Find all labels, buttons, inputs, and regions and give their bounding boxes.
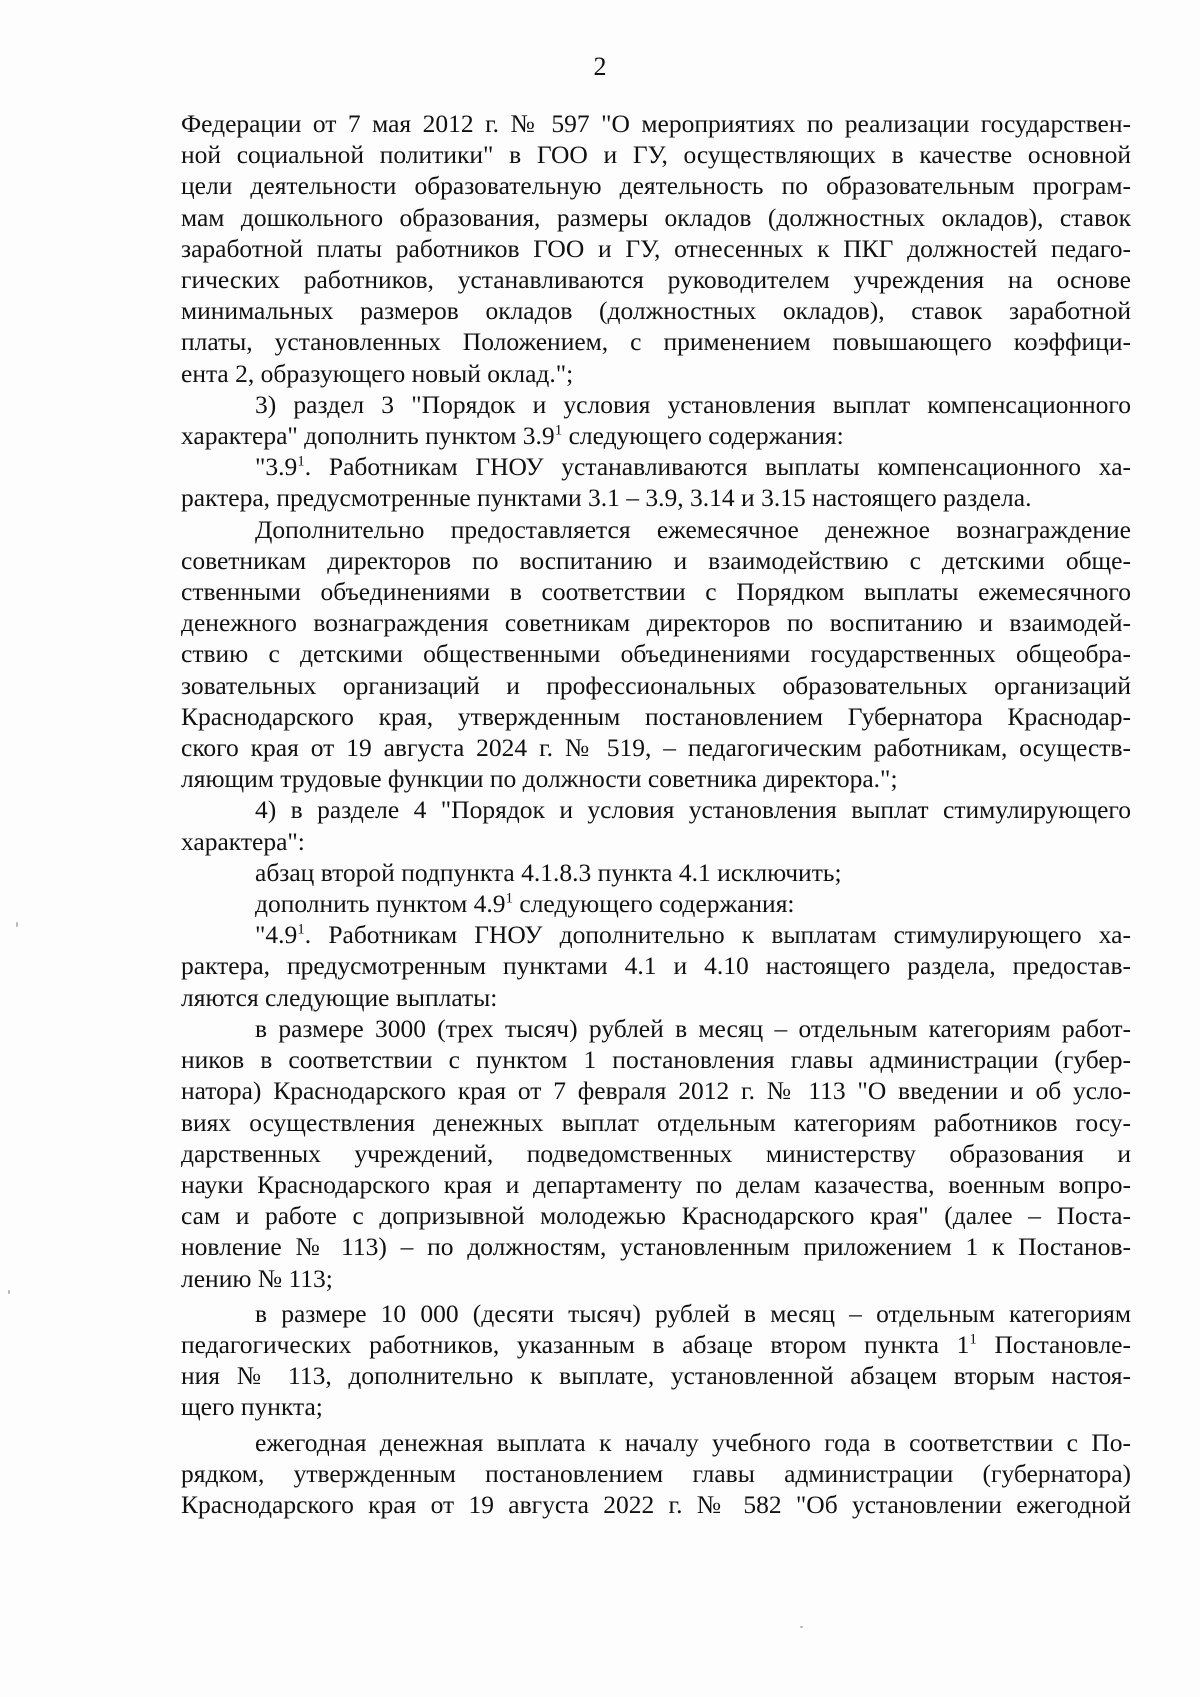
text-line: ского края от 19 августа 2024 г. № 519, – педагогическим работникам, осуществ- xyxy=(181,733,1131,763)
paragraph-advisors-reward xyxy=(181,514,1131,795)
text-fragment: "4.9 xyxy=(255,920,298,950)
superscript: 1 xyxy=(297,453,305,470)
text-line: советникам директоров по воспитанию и взаимодействию с детскими обще- xyxy=(181,545,1131,575)
text-fragment: педагогических работников, указанным в абзаце втором пункта 1 xyxy=(181,1329,970,1359)
text-line: зовательных организаций и профессиональных образовательных организаций xyxy=(181,670,1131,700)
paragraph-payment-3000 xyxy=(181,1013,1131,1294)
text-line: цели деятельности образовательную деятельность по образовательным програм- xyxy=(181,171,1131,201)
text-fragment: . Работникам ГНОУ устанавливаются выплаты компенсационного ха- xyxy=(304,452,1131,482)
text-line: Краснодарского края, утвержденным постановлением Губернатора Краснодар- xyxy=(181,701,1131,731)
superscript: 1 xyxy=(297,921,305,938)
text-line: ствию с детскими общественными объединениями государственных общеобра- xyxy=(181,639,1131,669)
text-line: сам и работе с допризывной молодежью Краснодарского края" (далее – Поста- xyxy=(181,1201,1131,1231)
text-line: ной социальной политики" в ГОО и ГУ, осуществляющих в качестве основной xyxy=(181,140,1131,170)
text-line xyxy=(181,451,1131,482)
text-line: ственными объединениями в соответствии с Порядком выплаты ежемесячного xyxy=(181,577,1131,607)
text-fragment: "3.9 xyxy=(255,452,298,482)
text-line: Федерации от 7 мая 2012 г. № 597 "О мероприятиях по реализации государствен- xyxy=(181,109,1131,138)
text-line: рактера, предусмотренные пунктами 3.1 – 3.9, 3.14 и 3.15 настоящего раздела. xyxy=(181,483,1032,513)
text-line xyxy=(181,919,1131,950)
text-line: щего пункта; xyxy=(181,1392,323,1422)
text-line xyxy=(181,888,1131,919)
paragraph-item-4-9-1 xyxy=(181,919,1131,1013)
text-line: ников в соответствии с пунктом 1 постановления главы администрации (губер- xyxy=(181,1045,1131,1075)
text-line: минимальных размеров окладов (должностных окладов), ставок заработной xyxy=(181,296,1131,326)
paragraph-section-4 xyxy=(181,794,1131,856)
scan-speck xyxy=(16,922,18,927)
paragraph-item-3-9-1 xyxy=(181,451,1131,513)
text-fragment: следующего содержания: xyxy=(562,421,844,451)
text-line: дарственных учреждений, подведомственных министерству образования и xyxy=(181,1138,1131,1168)
text-line: платы, установленных Положением, с применением повышающего коэффици- xyxy=(181,327,1131,357)
paragraph-annual-payment xyxy=(181,1427,1131,1521)
text-fragment: дополнить пунктом 4.9 xyxy=(255,889,506,919)
paragraph-section-3 xyxy=(181,389,1131,451)
scan-speck xyxy=(800,1626,803,1628)
text-line: рядком, утвержденным постановлением главы администрации (губернатора) xyxy=(181,1458,1131,1488)
text-fragment: . Работникам ГНОУ дополнительно к выплатам стимулирующего ха- xyxy=(304,920,1131,950)
document-body xyxy=(181,108,1131,1520)
superscript: 1 xyxy=(969,1331,977,1348)
text-line: ляются следующие выплаты: xyxy=(181,982,498,1012)
text-line: характера": xyxy=(181,826,305,856)
paragraph-salary-coefficient xyxy=(181,108,1131,389)
text-line: ляющим трудовые функции по должности советника директора."; xyxy=(181,764,898,794)
paragraph-add-item xyxy=(181,888,1131,919)
superscript: 1 xyxy=(505,890,514,907)
text-line: Краснодарского края от 19 августа 2022 г. № 582 "Об установлении ежегодной xyxy=(181,1489,1131,1519)
text-line xyxy=(181,420,1131,451)
text-line: гических работников, устанавливаются руководителем учреждения на основе xyxy=(181,265,1131,295)
text-line: Дополнительно предоставляется ежемесячное денежное вознаграждение xyxy=(255,514,1131,544)
text-line: ента 2, образующего новый оклад."; xyxy=(181,358,574,388)
text-line: в размере 3000 (трех тысяч) рублей в месяц – отдельным категориям работ- xyxy=(255,1013,1131,1043)
text-line: абзац второй подпункта 4.1.8.3 пункта 4.1 исключить; xyxy=(255,857,842,887)
text-line: новление № 113) – по должностям, установленным приложением 1 к Постанов- xyxy=(181,1232,1131,1262)
text-fragment: характера" дополнить пунктом 3.9 xyxy=(181,421,555,451)
text-line: натора) Краснодарского края от 7 февраля 2012 г. № 113 "О введении и об усло- xyxy=(181,1076,1131,1106)
text-line: денежного вознаграждения советникам директоров по воспитанию и взаимодей- xyxy=(181,608,1131,638)
text-line: науки Краснодарского края и департаменту по делам казачества, военным вопро- xyxy=(181,1169,1131,1199)
text-line xyxy=(181,1329,1131,1360)
text-line: рактера, предусмотренным пунктами 4.1 и 4.10 настоящего раздела, предостав- xyxy=(181,951,1131,981)
text-line: в размере 10 000 (десяти тысяч) рублей в месяц – отдельным категориям xyxy=(255,1298,1131,1328)
scan-speck xyxy=(8,1290,10,1294)
text-fragment: следующего содержания: xyxy=(513,889,795,919)
text-line: мам дошкольного образования, размеры окладов (должностных окладов), ставок xyxy=(181,202,1131,232)
paragraph-exclude-subitem xyxy=(181,857,1131,888)
text-line: 4) в разделе 4 "Порядок и условия установления выплат стимулирующего xyxy=(255,795,1131,825)
text-line: 3) раздел 3 "Порядок и условия установления выплат компенсационного xyxy=(255,389,1131,419)
text-line: ния № 113, дополнительно к выплате, установленной абзацем вторым настоя- xyxy=(181,1361,1131,1391)
text-fragment: Постановле- xyxy=(976,1329,1131,1359)
text-line: ежегодная денежная выплата к началу учебного года в соответствии с По- xyxy=(255,1427,1131,1457)
text-line: лению № 113; xyxy=(181,1263,333,1293)
text-line: виях осуществления денежных выплат отдельным категориям работников госу- xyxy=(181,1107,1131,1137)
page-number: 2 xyxy=(593,52,607,81)
superscript: 1 xyxy=(554,422,563,439)
text-line: заработной платы работников ГОО и ГУ, отнесенных к ПКГ должностей педаго- xyxy=(181,233,1131,263)
paragraph-payment-10000 xyxy=(181,1298,1131,1423)
